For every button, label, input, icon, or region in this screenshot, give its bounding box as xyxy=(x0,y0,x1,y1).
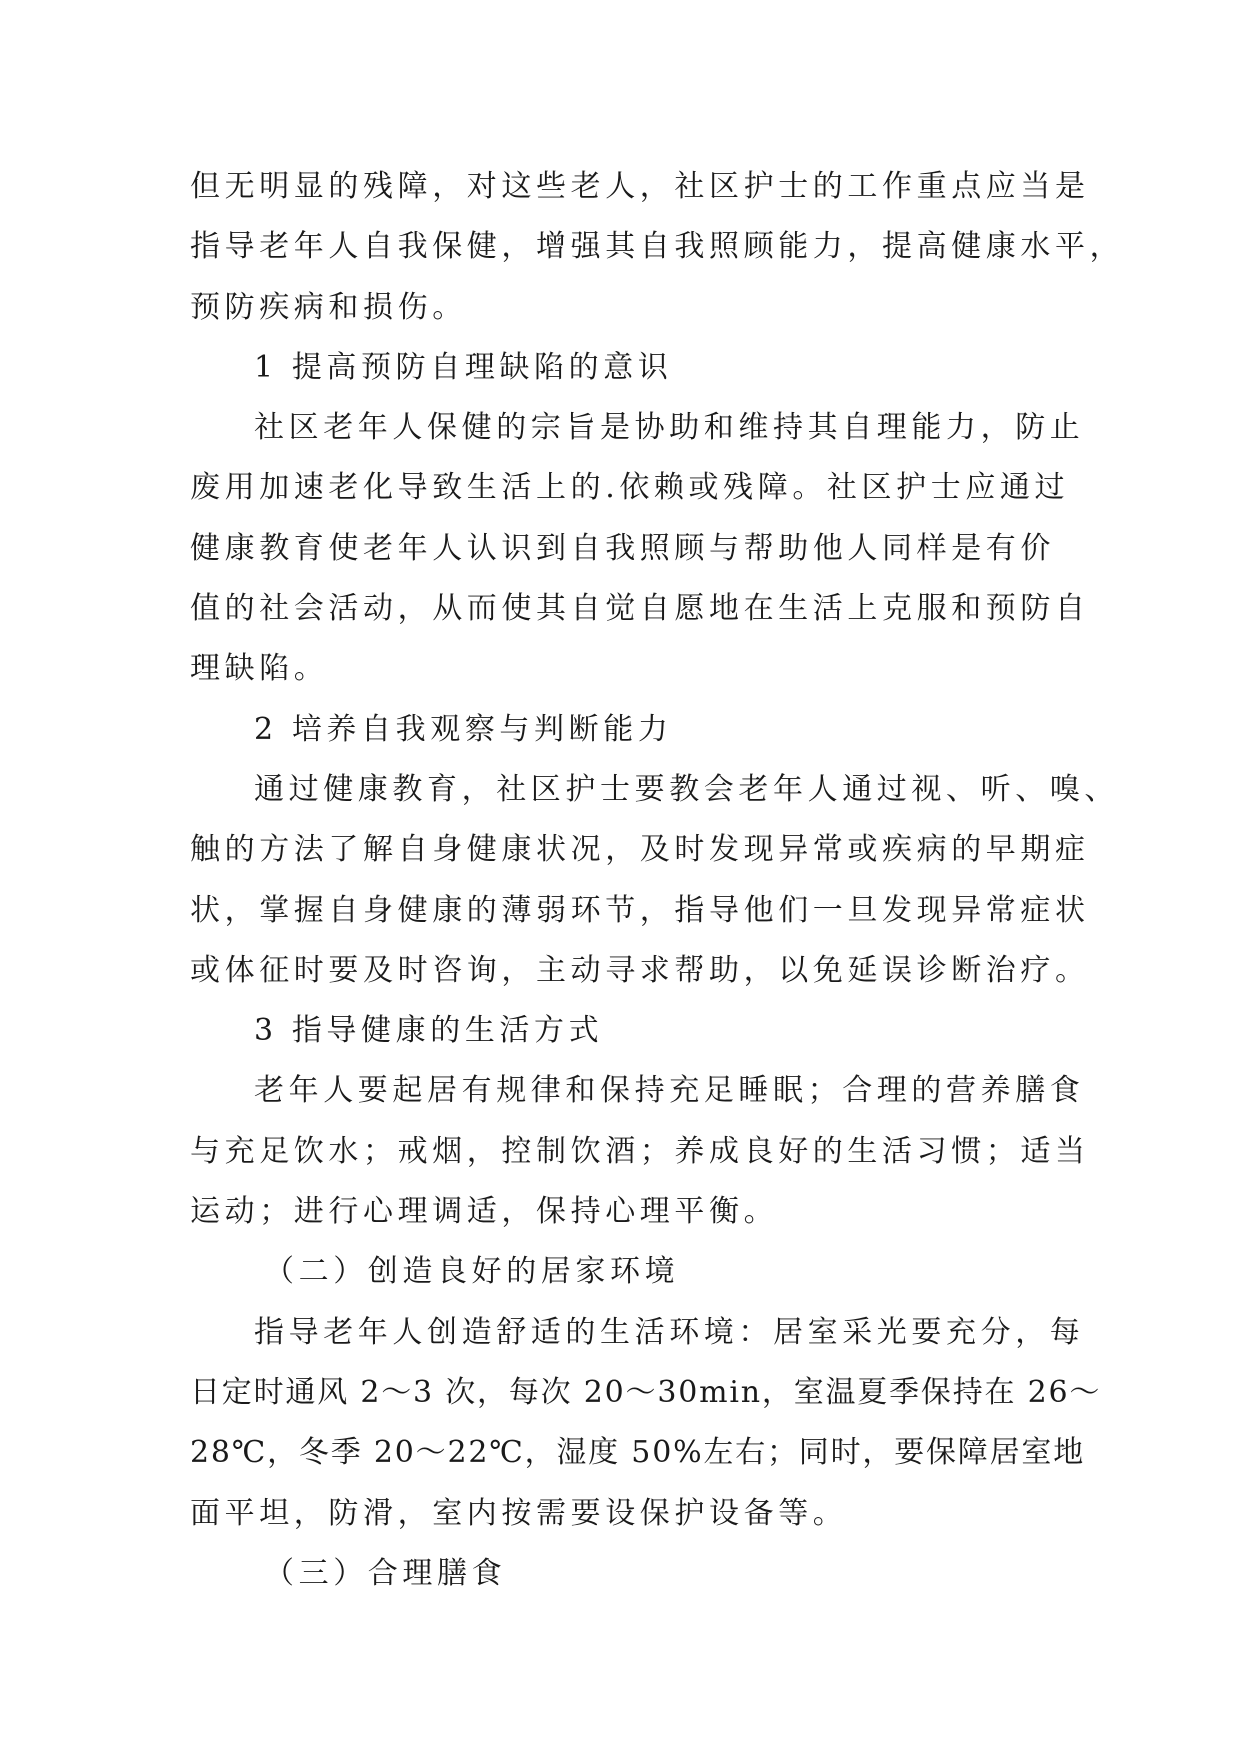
body-line: 通过健康教育，社区护士要教会老年人通过视、听、嗅、 xyxy=(254,771,1119,807)
section-heading: （三）合理膳食 xyxy=(264,1555,507,1591)
document-body xyxy=(190,157,1125,1604)
body-line: 运动；进行心理调适，保持心理平衡。 xyxy=(190,1194,779,1230)
body-line: 日定时通风 2～3 次，每次 20～30min，室温夏季保持在 26～ xyxy=(190,1374,1102,1410)
section-heading: 1 提高预防自理缺陷的意识 xyxy=(254,349,673,385)
body-line: 预防疾病和损伤。 xyxy=(190,289,467,325)
body-line: 指导老年人自我保健，增强其自我照顾能力，提高健康水平， xyxy=(190,229,1125,265)
body-line: 健康教育使老年人认识到自我照顾与帮助他人同样是有价 xyxy=(190,530,1055,566)
body-line: 状，掌握自身健康的薄弱环节，指导他们一旦发现异常症状 xyxy=(190,892,1090,928)
section-heading: 2 培养自我观察与判断能力 xyxy=(254,711,673,747)
body-line: 值的社会活动，从而使其自觉自愿地在生活上克服和预防自 xyxy=(190,591,1090,627)
section-heading: 3 指导健康的生活方式 xyxy=(254,1013,604,1049)
body-line: 28℃，冬季 20～22℃，湿度 50%左右；同时，要保障居室地 xyxy=(190,1435,1085,1471)
body-line: 触的方法了解自身健康状况，及时发现异常或疾病的早期症 xyxy=(190,832,1090,868)
body-line: 与充足饮水；戒烟，控制饮酒；养成良好的生活习惯；适当 xyxy=(190,1133,1090,1169)
body-line: 面平坦，防滑，室内按需要设保护设备等。 xyxy=(190,1495,848,1531)
body-line: 废用加速老化导致生活上的.依赖或残障。社区护士应通过 xyxy=(190,470,1070,506)
body-line: 理缺陷。 xyxy=(190,651,329,687)
body-line: 社区老年人保健的宗旨是协助和维持其自理能力，防止 xyxy=(254,410,1085,446)
body-line: 但无明显的残障，对这些老人，社区护士的工作重点应当是 xyxy=(190,169,1090,204)
section-heading: （二）创造良好的居家环境 xyxy=(264,1254,680,1290)
body-line: 或体征时要及时咨询，主动寻求帮助，以免延误诊断治疗。 xyxy=(190,952,1090,988)
body-line: 指导老年人创造舒适的生活环境：居室采光要充分，每 xyxy=(254,1314,1085,1350)
body-line: 老年人要起居有规律和保持充足睡眠；合理的营养膳食 xyxy=(254,1073,1085,1109)
